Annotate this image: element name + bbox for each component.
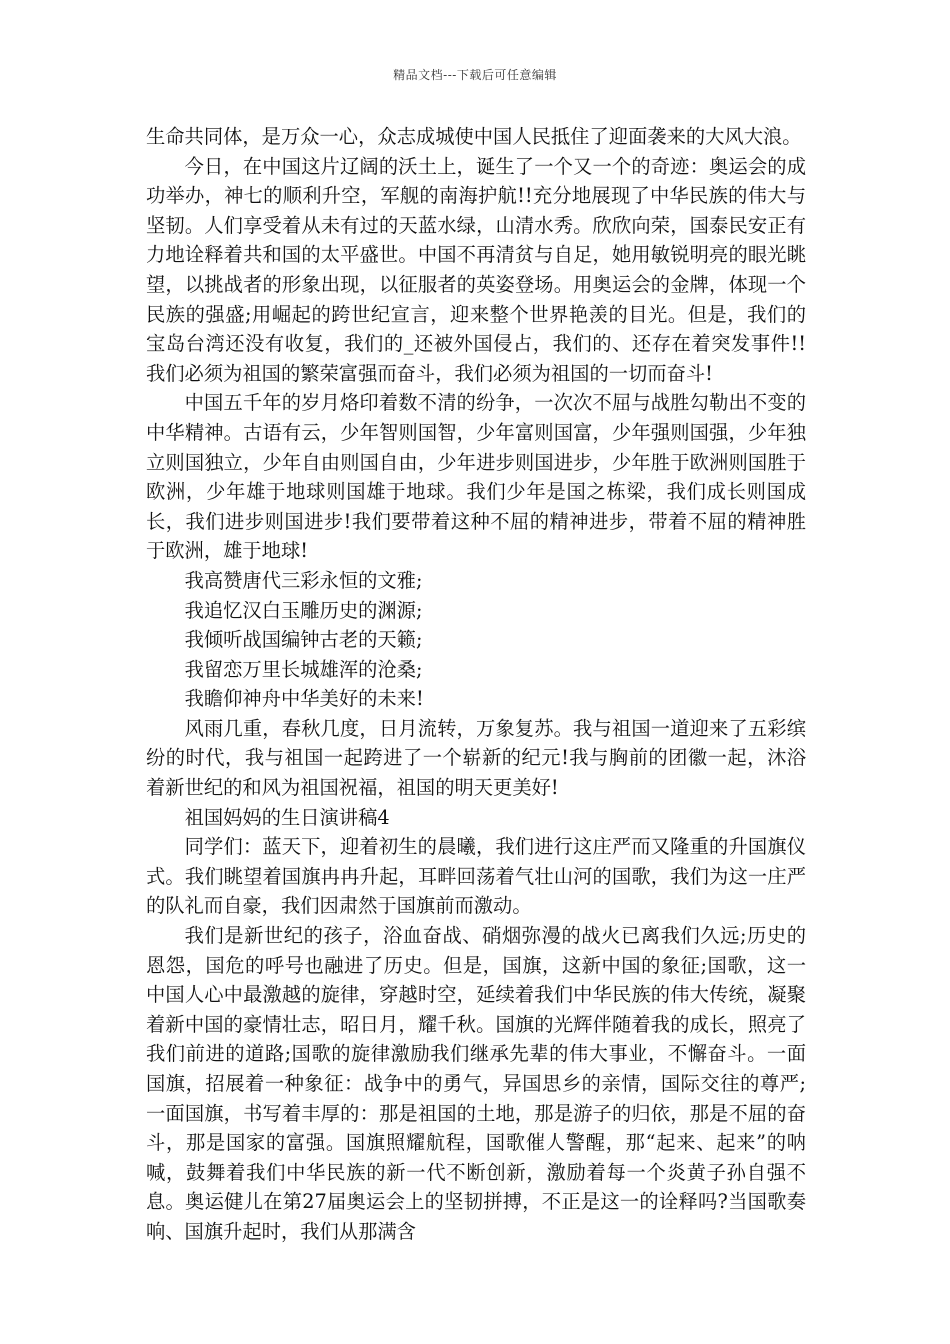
paragraph: 我们是新世纪的孩子，浴血奋战、硝烟弥漫的战火已离我们久远;历史的恩怨，国危的呼号也融进了历史。但是，国旗，这新中国的象征;国歌，这一中国人心中最激越的旋律，穿越时空，延续着我们中华民族的伟大传统，凝聚着新中国的豪情壮志，昭日月，耀千秋。国旗的光辉伴随着我的成长，照亮了我们前进的道路;国歌的旋律激励我们继承先辈的伟大事业，不懈奋斗。一面国旗，招展着一种象征：战争中的勇气，异国思乡的亲情，国际交往的尊严;一面国旗，书写着丰厚的：那是祖国的土地，那是游子的归依，那是不屈的奋斗，那是国家的富强。国旗照耀航程，国歌催人警醒，那“起来、起来”的呐喊，鼓舞着我们中华民族的新一代不断创新，激励着每一个炎黄子孙自强不息。奥运健儿在第27届奥运会上的坚韧拼搏，不正是这一的诠释吗?当国歌奏响、国旗升起时，我们从那满含: [146, 924, 806, 1243]
poem-line: 我瞻仰神舟中华美好的未来!: [184, 687, 424, 711]
paragraph: 中国五千年的岁月烙印着数不清的纷争，一次次不屈与战胜勾勒出不变的中华精神。古语有云，少年智则国智，少年富则国富，少年强则国强，少年独立则国独立，少年自由则国自由，少年进步则国进步，少年胜于欧洲则国胜于欧洲，少年雄于地球则国雄于地球。我们少年是国之栋梁，我们成长则国成长，我们进步则国进步!我们要带着这种不屈的精神进步，带着不屈的精神胜于欧洲，雄于地球!: [146, 391, 806, 563]
paragraph: 生命共同体，是万众一心，众志成城使中国人民抵住了迎面袭来的大风大浪。: [146, 125, 802, 148]
document-body: [146, 122, 806, 1247]
paragraph: 同学们：蓝天下，迎着初生的晨曦，我们进行这庄严而又隆重的升国旗仪式。我们眺望着国旗冉冉升起，耳畔回荡着气壮山河的国歌，我们为这一庄严的队礼而自豪，我们因肃然于国旗前而激动。: [146, 835, 806, 918]
paragraph: 今日，在中国这片辽阔的沃土上，诞生了一个又一个的奇迹：奥运会的成功举办，神七的顺利升空，军舰的南海护航!!充分地展现了中华民族的伟大与坚韧。人们享受着从未有过的天蓝水绿，山清水秀。欣欣向荣，国泰民安正有力地诠释着共和国的太平盛世。中国不再清贫与自足，她用敏锐明亮的眼光眺望，以挑战者的形象出现，以征服者的英姿登场。用奥运会的金牌，体现一个民族的强盛;用崛起的跨世纪宣言，迎来整个世界艳羡的目光。但是，我们的宝岛台湾还没有收复，我们的_还被外国侵占，我们的、还存在着突发事件!!我们必须为祖国的繁荣富强而奋斗，我们必须为祖国的一切而奋斗!: [146, 154, 806, 385]
poem-line: 我留恋万里长城雄浑的沧桑;: [184, 657, 423, 681]
section-title: 祖国妈妈的生日演讲稿4: [184, 805, 390, 829]
page-header: 精品文档---下载后可任意编辑: [393, 68, 557, 82]
poem-line: 我倾听战国编钟古老的天籁;: [184, 628, 423, 652]
poem-line: 我追忆汉白玉雕历史的渊源;: [184, 598, 423, 622]
paragraph: 风雨几重，春秋几度，日月流转，万象复苏。我与祖国一道迎来了五彩缤纷的时代，我与祖国一起跨进了一个崭新的纪元!我与胸前的团徽一起，沐浴着新世纪的和风为祖国祝福，祖国的明天更美好!: [146, 716, 806, 800]
poem-line: 我高赞唐代三彩永恒的文雅;: [184, 568, 423, 592]
